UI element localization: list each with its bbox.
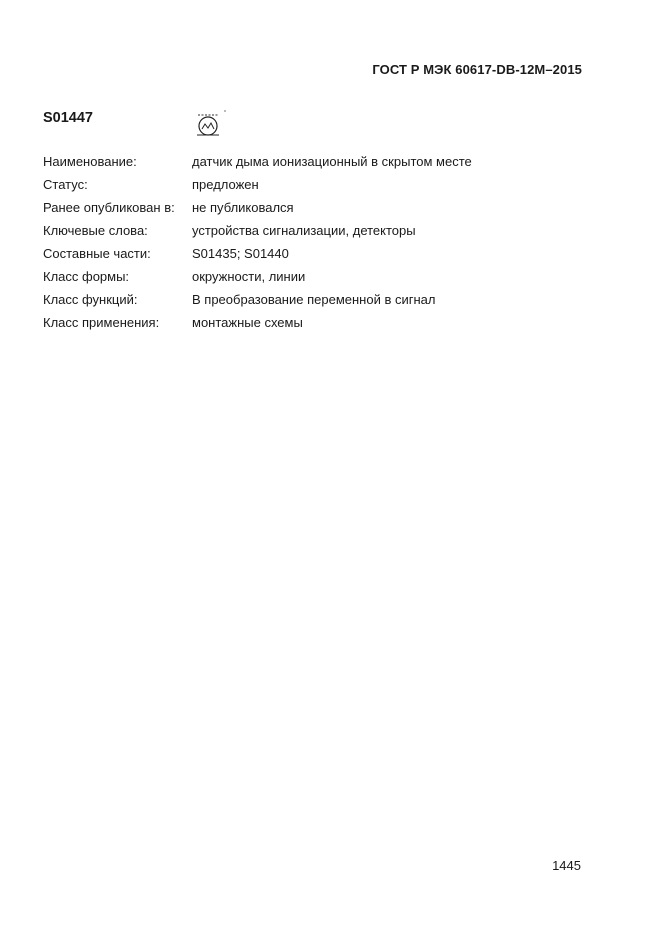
property-value: S01435; S01440 bbox=[192, 246, 289, 261]
property-row-published bbox=[43, 196, 472, 219]
property-value: датчик дыма ионизационный в скрытом месте bbox=[192, 154, 472, 169]
property-value: устройства сигнализации, детекторы bbox=[192, 223, 416, 238]
property-value: В преобразование переменной в сигнал bbox=[192, 292, 436, 307]
property-row-status bbox=[43, 173, 472, 196]
property-row-function-class bbox=[43, 288, 472, 311]
property-label: Статус: bbox=[43, 177, 88, 192]
property-value: предложен bbox=[192, 177, 259, 192]
property-value: не публиковался bbox=[192, 200, 294, 215]
property-row-keywords bbox=[43, 219, 472, 242]
property-label: Класс применения: bbox=[43, 315, 160, 330]
property-label: Класс формы: bbox=[43, 269, 130, 284]
page-number: 1445 bbox=[552, 858, 581, 873]
concealed-smoke-detector-icon bbox=[194, 108, 228, 140]
property-row-shape-class bbox=[43, 265, 472, 288]
property-label: Ранее опубликован в: bbox=[43, 200, 175, 215]
property-label: Ключевые слова: bbox=[43, 223, 148, 238]
symbol-code: S01447 bbox=[43, 110, 93, 126]
property-row-name bbox=[43, 150, 472, 173]
symbol-properties bbox=[43, 150, 472, 334]
document-header: ГОСТ Р МЭК 60617-DB-12M–2015 bbox=[372, 62, 582, 77]
property-value: окружности, линии bbox=[192, 269, 306, 284]
property-row-components bbox=[43, 242, 472, 265]
property-label: Составные части: bbox=[43, 246, 151, 261]
property-value: монтажные схемы bbox=[192, 315, 303, 330]
property-label: Класс функций: bbox=[43, 292, 138, 307]
property-row-application-class bbox=[43, 311, 472, 334]
property-label: Наименование: bbox=[43, 154, 137, 169]
